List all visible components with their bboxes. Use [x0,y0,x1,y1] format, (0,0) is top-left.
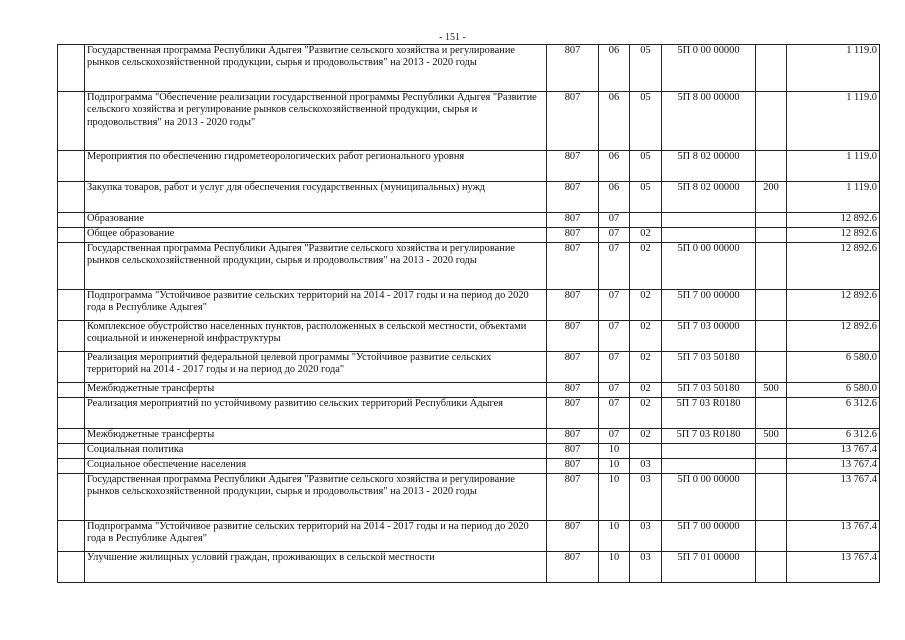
subsection-code [630,444,662,459]
expense-type-code [756,151,787,182]
row-name: Улучшение жилищных условий граждан, проживающих в сельской местности [85,552,547,583]
section-code: 07 [599,321,630,352]
ministry-code: 807 [547,352,599,383]
blank-cell [58,474,85,521]
target-article-code: 5П 0 00 00000 [662,45,756,92]
section-code: 06 [599,151,630,182]
row-name: Образование [85,213,547,228]
table-row [58,228,880,243]
expense-type-code: 500 [756,429,787,444]
row-name: Мероприятия по обеспечению гидрометеорологических работ регионального уровня [85,151,547,182]
blank-cell [58,352,85,383]
blank-cell [58,383,85,398]
ministry-code: 807 [547,521,599,552]
target-article-code: 5П 7 00 00000 [662,521,756,552]
target-article-code: 5П 8 02 00000 [662,182,756,213]
section-code: 07 [599,213,630,228]
subsection-code [630,213,662,228]
subsection-code: 05 [630,92,662,151]
expense-type-code [756,474,787,521]
ministry-code: 807 [547,182,599,213]
blank-cell [58,459,85,474]
section-code: 10 [599,474,630,521]
target-article-code: 5П 7 03 00000 [662,321,756,352]
subsection-code: 02 [630,290,662,321]
row-name: Социальное обеспечение населения [85,459,547,474]
table-row [58,429,880,444]
table-row [58,474,880,521]
blank-cell [58,321,85,352]
amount: 1 119.0 [787,151,880,182]
ministry-code: 807 [547,429,599,444]
subsection-code: 03 [630,552,662,583]
ministry-code: 807 [547,444,599,459]
row-name: Реализация мероприятий федеральной целевой программы "Устойчивое развитие сельских территорий на 2014 - 2017 годы и на период до 2020 года" [85,352,547,383]
target-article-code: 5П 7 03 50180 [662,383,756,398]
blank-cell [58,398,85,429]
row-name: Комплексное обустройство населенных пунктов, расположенных в сельской местности, объектами социальной и инженерной инфраструктуры [85,321,547,352]
expense-type-code [756,290,787,321]
table-row [58,213,880,228]
section-code: 10 [599,521,630,552]
amount: 13 767.4 [787,459,880,474]
table-row [58,92,880,151]
ministry-code: 807 [547,228,599,243]
expense-type-code [756,92,787,151]
section-code: 07 [599,398,630,429]
section-code: 07 [599,352,630,383]
ministry-code: 807 [547,383,599,398]
target-article-code: 5П 7 01 00000 [662,552,756,583]
section-code: 07 [599,429,630,444]
target-article-code: 5П 0 00 00000 [662,243,756,290]
section-code: 10 [599,459,630,474]
subsection-code: 02 [630,228,662,243]
amount: 6 312.6 [787,398,880,429]
target-article-code: 5П 7 03 50180 [662,352,756,383]
amount: 13 767.4 [787,444,880,459]
subsection-code: 03 [630,459,662,474]
ministry-code: 807 [547,243,599,290]
blank-cell [58,290,85,321]
target-article-code: 5П 8 02 00000 [662,151,756,182]
expense-type-code [756,552,787,583]
expense-type-code [756,444,787,459]
ministry-code: 807 [547,552,599,583]
section-code: 06 [599,45,630,92]
blank-cell [58,552,85,583]
table-row [58,151,880,182]
target-article-code: 5П 7 00 00000 [662,290,756,321]
section-code: 07 [599,290,630,321]
ministry-code: 807 [547,213,599,228]
subsection-code: 02 [630,429,662,444]
amount: 12 892.6 [787,290,880,321]
section-code: 06 [599,92,630,151]
row-name: Подпрограмма "Устойчивое развитие сельских территорий на 2014 - 2017 годы и на период до 2020 года в Республике Адыгея" [85,290,547,321]
subsection-code: 02 [630,352,662,383]
row-name: Закупка товаров, работ и услуг для обеспечения государственных (муниципальных) нужд [85,182,547,213]
amount: 6 580.0 [787,383,880,398]
target-article-code: 5П 7 03 R0180 [662,398,756,429]
table-row [58,459,880,474]
expense-type-code [756,321,787,352]
amount: 12 892.6 [787,321,880,352]
target-article-code: 5П 8 00 00000 [662,92,756,151]
ministry-code: 807 [547,92,599,151]
blank-cell [58,444,85,459]
subsection-code: 03 [630,521,662,552]
amount: 12 892.6 [787,228,880,243]
subsection-code: 02 [630,321,662,352]
subsection-code: 02 [630,383,662,398]
subsection-code: 05 [630,182,662,213]
table-row [58,352,880,383]
blank-cell [58,243,85,290]
subsection-code: 05 [630,45,662,92]
target-article-code [662,213,756,228]
table-body [58,45,880,583]
amount: 13 767.4 [787,552,880,583]
section-code: 10 [599,552,630,583]
expense-type-code [756,213,787,228]
table-row [58,444,880,459]
amount: 13 767.4 [787,521,880,552]
amount: 12 892.6 [787,213,880,228]
amount: 12 892.6 [787,243,880,290]
ministry-code: 807 [547,45,599,92]
expense-type-code [756,521,787,552]
row-name: Государственная программа Республики Адыгея "Развитие сельского хозяйства и регулирование рынков сельскохозяйственной продукции, сырья и продовольствия" на 2013 - 2020 годы [85,474,547,521]
expense-type-code [756,228,787,243]
section-code: 07 [599,243,630,290]
expense-type-code: 200 [756,182,787,213]
section-code: 06 [599,182,630,213]
amount: 1 119.0 [787,182,880,213]
expense-type-code [756,45,787,92]
expense-type-code [756,398,787,429]
blank-cell [58,213,85,228]
row-name: Государственная программа Республики Адыгея "Развитие сельского хозяйства и регулирование рынков сельскохозяйственной продукции, сырья и продовольствия" на 2013 - 2020 годы [85,243,547,290]
row-name: Подпрограмма "Устойчивое развитие сельских территорий на 2014 - 2017 годы и на период до 2020 года в Республике Адыгея" [85,521,547,552]
blank-cell [58,521,85,552]
amount: 6 312.6 [787,429,880,444]
expense-type-code: 500 [756,383,787,398]
row-name: Государственная программа Республики Адыгея "Развитие сельского хозяйства и регулирование рынков сельскохозяйственной продукции, сырья и продовольствия" на 2013 - 2020 годы [85,45,547,92]
blank-cell [58,92,85,151]
table-row [58,243,880,290]
blank-cell [58,182,85,213]
table-row [58,321,880,352]
ministry-code: 807 [547,474,599,521]
row-name: Общее образование [85,228,547,243]
target-article-code [662,459,756,474]
row-name: Межбюджетные трансферты [85,383,547,398]
table-row [58,290,880,321]
table-row [58,45,880,92]
row-name: Межбюджетные трансферты [85,429,547,444]
section-code: 07 [599,383,630,398]
budget-table [57,44,880,583]
row-name: Социальная политика [85,444,547,459]
section-code: 10 [599,444,630,459]
subsection-code: 03 [630,474,662,521]
ministry-code: 807 [547,459,599,474]
expense-type-code [756,459,787,474]
subsection-code: 02 [630,243,662,290]
ministry-code: 807 [547,290,599,321]
blank-cell [58,228,85,243]
target-article-code: 5П 7 03 R0180 [662,429,756,444]
ministry-code: 807 [547,151,599,182]
table-row [58,552,880,583]
amount: 1 119.0 [787,45,880,92]
expense-type-code [756,243,787,290]
expense-type-code [756,352,787,383]
subsection-code: 05 [630,151,662,182]
table-row [58,182,880,213]
amount: 13 767.4 [787,474,880,521]
target-article-code [662,228,756,243]
blank-cell [58,151,85,182]
blank-cell [58,45,85,92]
target-article-code: 5П 0 00 00000 [662,474,756,521]
amount: 6 580.0 [787,352,880,383]
row-name: Реализация мероприятий по устойчивому развитию сельских территорий Республики Адыгея [85,398,547,429]
ministry-code: 807 [547,398,599,429]
table-row [58,398,880,429]
blank-cell [58,429,85,444]
target-article-code [662,444,756,459]
row-name: Подпрограмма "Обеспечение реализации государственной программы Республики Адыгея "Развитие сельского хозяйства и регулирование рынков сельскохозяйственной продукции, сырья и продовольствия" на 2013 - 2020 годы" [85,92,547,151]
table-row [58,521,880,552]
page-number: - 151 - [439,32,466,43]
amount: 1 119.0 [787,92,880,151]
ministry-code: 807 [547,321,599,352]
table-row [58,383,880,398]
subsection-code: 02 [630,398,662,429]
section-code: 07 [599,228,630,243]
